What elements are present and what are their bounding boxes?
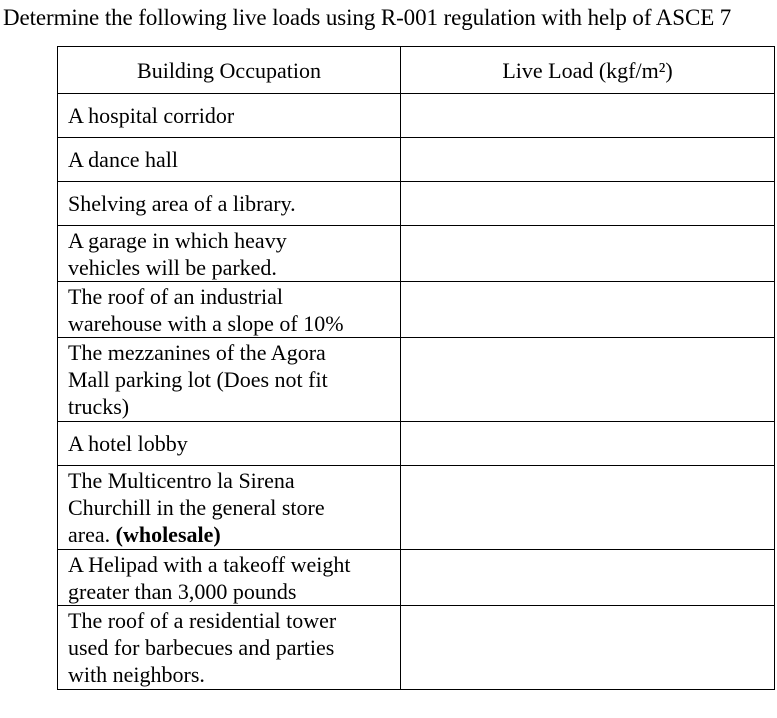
occupation-cell [58,550,401,606]
occupation-cell [58,466,401,550]
live-load-input-cell[interactable] [401,606,775,690]
live-load-input-cell[interactable] [401,138,775,182]
occupation-cell [58,338,401,422]
live-load-input-cell[interactable] [401,282,775,338]
header-live-load: Live Load (kgf/m²) [401,47,775,94]
instruction-text: Determine the following live loads using R-001 regulation with help of ASCE 7 [3,5,732,30]
live-load-input-cell[interactable] [401,226,775,282]
occupation-line: Churchill in the general store [68,495,325,520]
occupation-cell: A dance hall [58,138,401,182]
occupation-line: The roof of an industrial [68,283,284,309]
occupation-cell [58,606,401,690]
occupation-line: Mall parking lot (Does not fit [68,367,328,392]
occupation-cell [58,226,401,282]
table-row [58,550,775,606]
occupation-line: A Helipad with a takeoff weight [68,551,351,577]
occupation-line: area. [68,522,116,547]
table-header-row [58,47,775,94]
header-building-occupation: Building Occupation [58,47,401,94]
occupation-cell: A hospital corridor [58,94,401,138]
occupation-line: used for barbecues and parties [68,635,335,660]
table-row [58,606,775,690]
table-row [58,94,775,138]
live-load-input-cell[interactable] [401,466,775,550]
occupation-line: trucks) [68,394,130,419]
occupation-line: A garage in which heavy [68,227,287,253]
occupation-line: vehicles will be parked. [68,254,277,280]
live-load-input-cell[interactable] [401,550,775,606]
live-load-input-cell[interactable] [401,338,775,422]
table-row [58,138,775,182]
table-row [58,182,775,226]
occupation-cell: A hotel lobby [58,422,401,466]
live-load-table [57,46,775,690]
table-row [58,226,775,282]
table-row [58,282,775,338]
table-row [58,466,775,550]
occupation-cell [58,282,401,338]
live-load-input-cell[interactable] [401,182,775,226]
wholesale-emphasis: (wholesale) [115,522,221,547]
occupation-line: The mezzanines of the Agora [68,340,326,365]
occupation-line: The Multicentro la Sirena [68,468,295,493]
occupation-cell: Shelving area of a library. [58,182,401,226]
live-load-input-cell[interactable] [401,94,775,138]
occupation-line: with neighbors. [68,662,205,687]
table-row [58,422,775,466]
live-load-input-cell[interactable] [401,422,775,466]
occupation-line: warehouse with a slope of 10% [68,310,344,336]
occupation-line: greater than 3,000 pounds [68,578,297,604]
occupation-line: The roof of a residential tower [68,608,337,633]
table-row [58,338,775,422]
